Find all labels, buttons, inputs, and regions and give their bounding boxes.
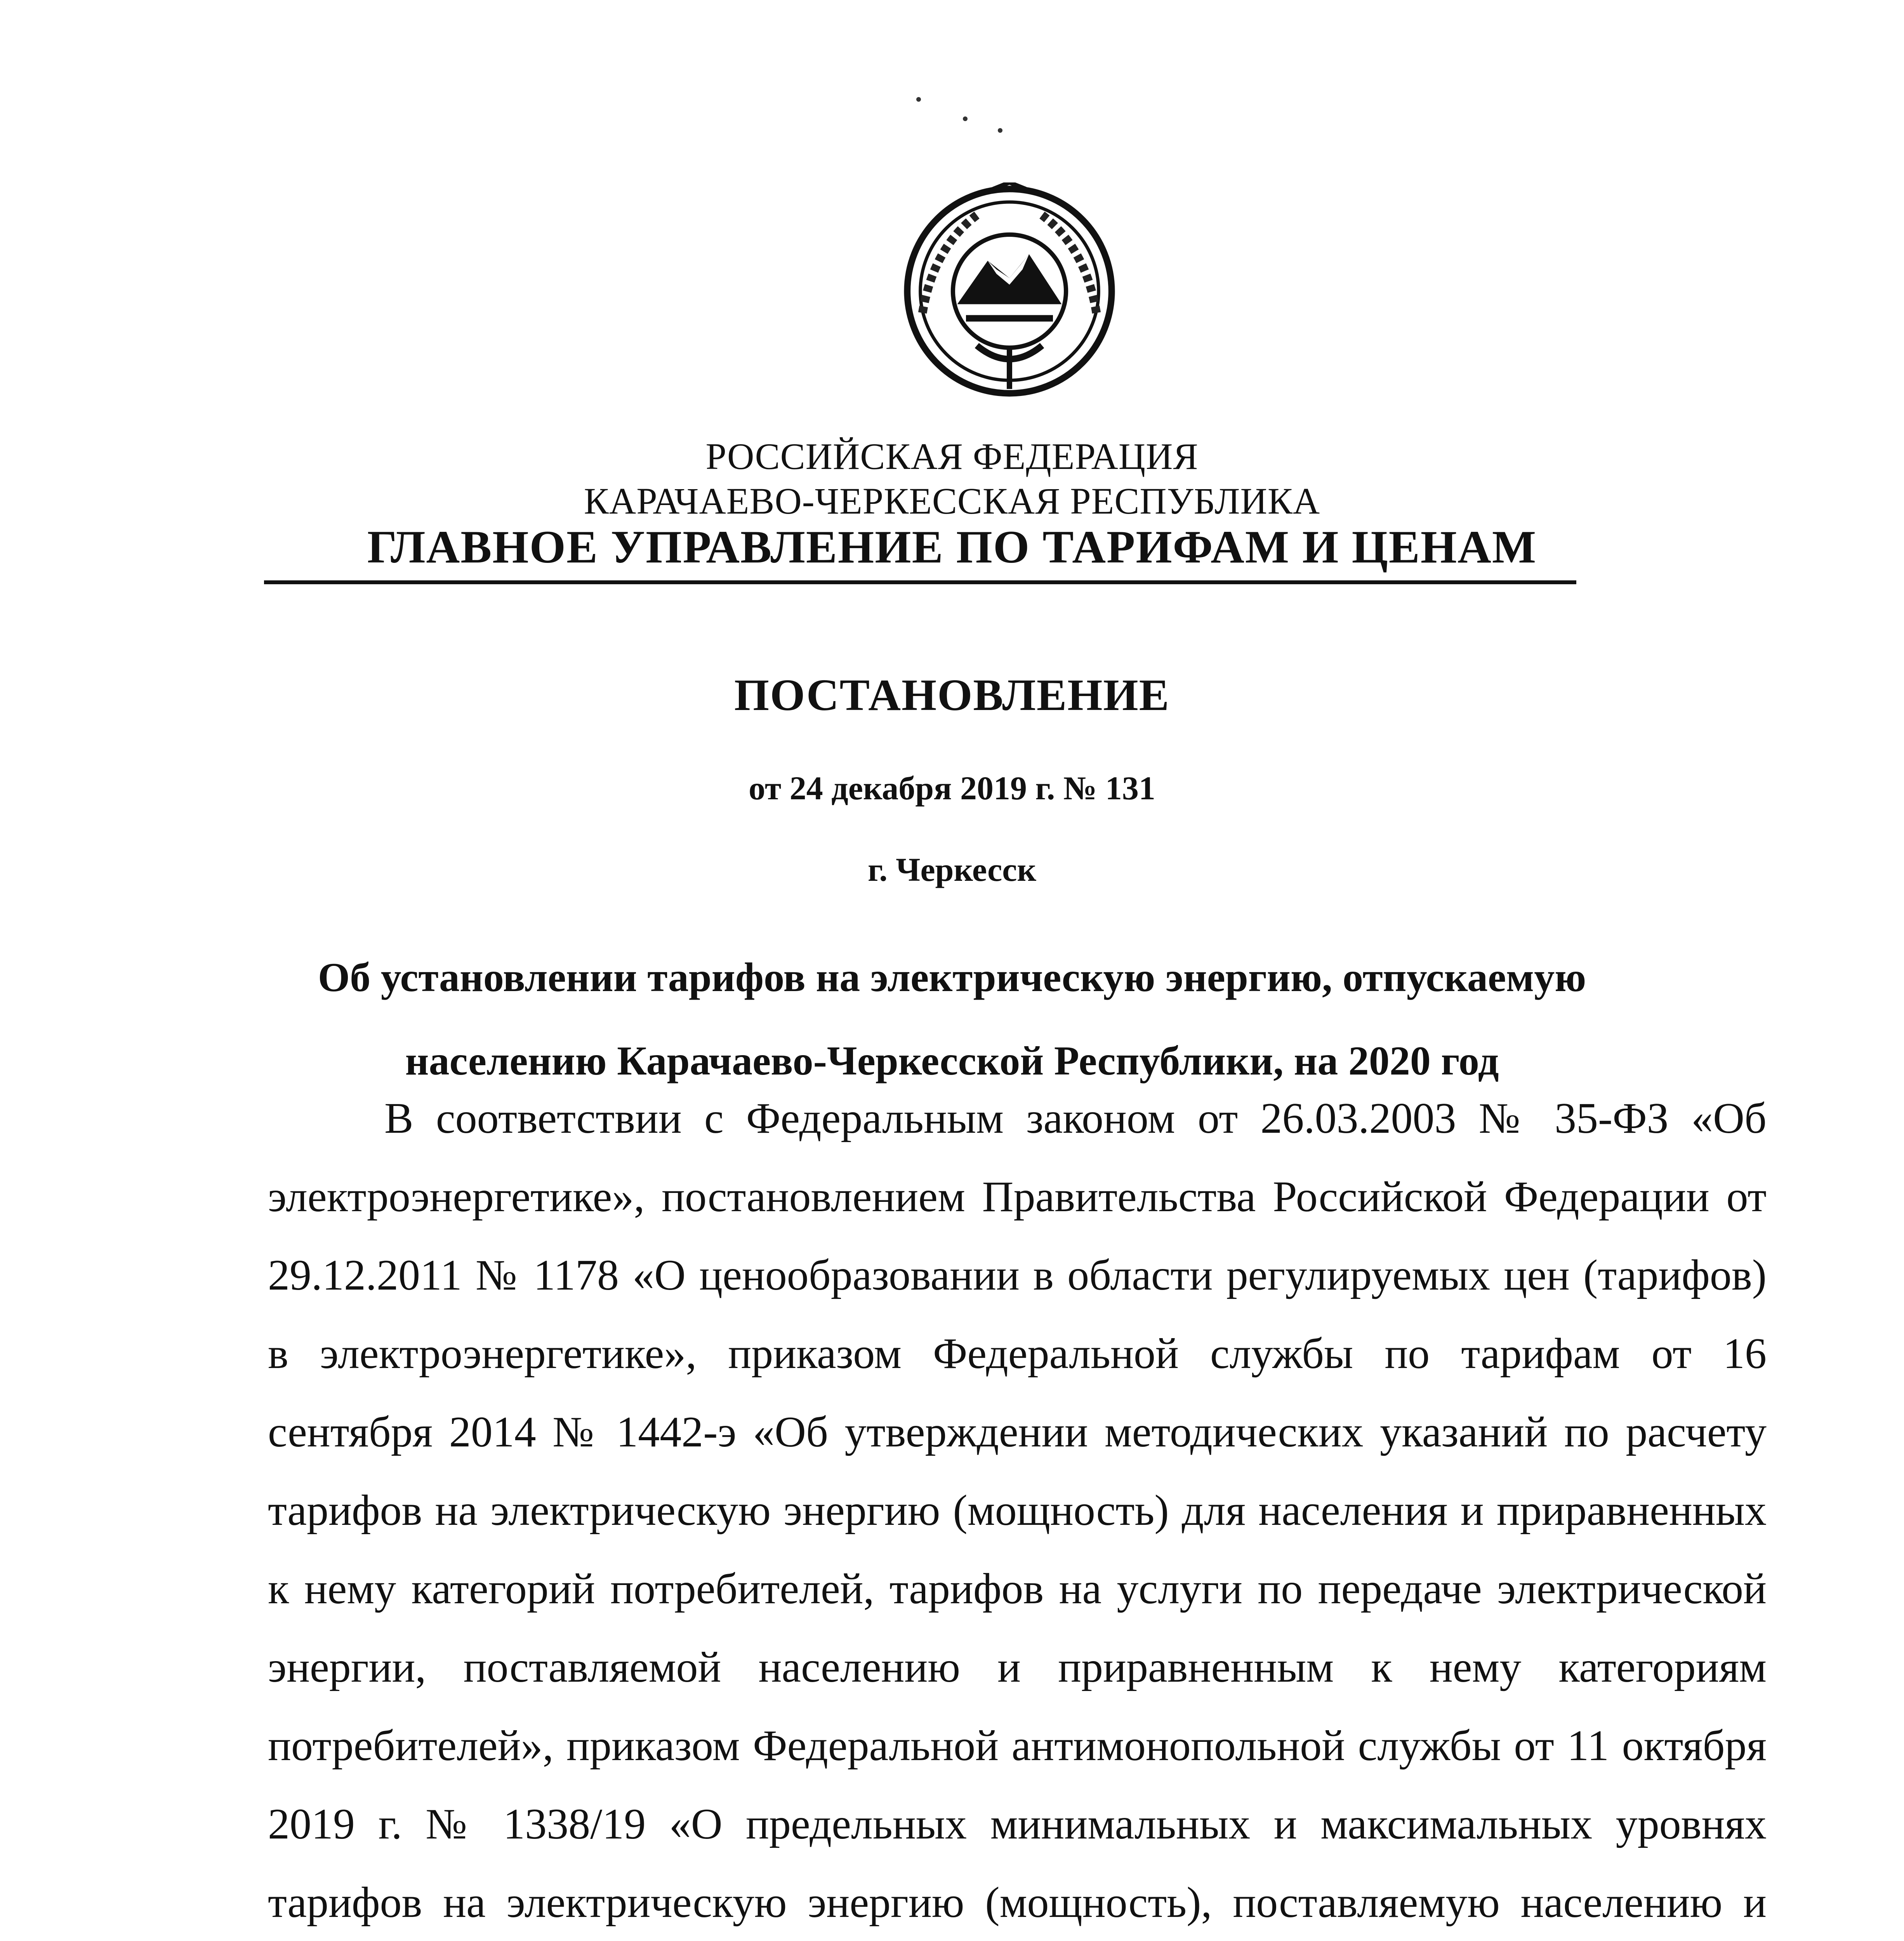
scan-speck [963, 116, 968, 121]
scan-speck [916, 97, 921, 102]
header-republic: КАРАЧАЕВО-ЧЕРКЕССКАЯ РЕСПУБЛИКА [584, 480, 1320, 522]
document-subject [295, 936, 1609, 1102]
header-authority: ГЛАВНОЕ УПРАВЛЕНИЕ ПО ТАРИФАМ И ЦЕНАМ [367, 521, 1537, 573]
document-body [268, 1079, 1767, 1941]
header-divider [264, 580, 1576, 584]
document-type: ПОСТАНОВЛЕНИЕ [734, 670, 1170, 720]
coat-of-arms-emblem [901, 182, 1118, 400]
scan-speck [998, 128, 1002, 133]
header-country: РОССИЙСКАЯ ФЕДЕРАЦИЯ [705, 436, 1199, 477]
document-city: г. Черкесск [868, 851, 1036, 888]
preamble-paragraph: В соответствии с Федеральным законом от 26.03.2003 № 35-ФЗ «Об электроэнергетике», постановлением Правительства Российской Федерации от 29.12.2011 № 1178 «О ценообразовании в области регулируемых цен (тарифов) в электроэнергетике», приказом Федеральной службы по тарифам от 16 сентября 2014 № 1442-э «Об утверждении методических указаний по расчету тарифов на электрическую энергию (мощность) для населения и приравненных к нему категорий потребителей, тарифов на услуги по передаче электрической энергии, поставляемой населению и приравненным к нему категориям потребителей», приказом Федеральной антимонопольной службы от 11 октября 2019 г. № 1338/19 «О предельных минимальных и максимальных уровнях тарифов на электрическую энергию (мощность), поставляемую населению и [268, 1094, 1767, 1927]
document-subject-text: Об установлении тарифов на электрическую энергию, отпускаемую населению Карачаево-Черкесской Республики, на 2020 год [318, 955, 1586, 1083]
document-date-number: от 24 декабря 2019 г. № 131 [749, 769, 1155, 807]
